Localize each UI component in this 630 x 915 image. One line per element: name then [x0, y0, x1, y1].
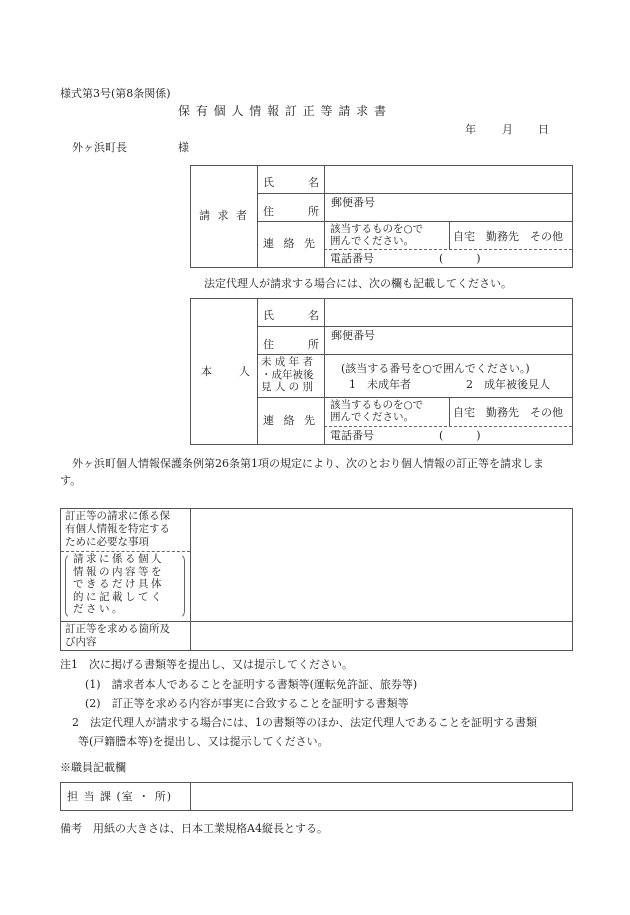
info-table [60, 508, 573, 651]
specify-info-label: 訂正等の請求に係る保 有個人情報を特定する ために必要な事項 [65, 510, 170, 549]
addressee: 外ヶ浜町長 [72, 141, 127, 154]
note-1-item-1: (1) 請求者本人であることを証明する書類等(運転免許証、旅券等) [85, 678, 418, 691]
minor-option-1[interactable]: 1 未成年者 [349, 378, 411, 391]
addressee-honorific: 様 [178, 141, 189, 154]
name-label: 氏 名 [263, 176, 319, 189]
date-day-label: 日 [538, 123, 549, 136]
requester-table [190, 165, 573, 268]
requester-label: 請 求 者 [199, 209, 249, 222]
date-month-label: 月 [502, 123, 513, 136]
minor-option-2[interactable]: 2 成年被後見人 [466, 378, 550, 391]
correction-detail-label: 訂正等を求める箇所及 び内容 [65, 623, 170, 649]
date-year-label: 年 [465, 123, 476, 136]
principal-phone-paren[interactable]: ( ) [439, 429, 481, 442]
principal-label-1: 本 [201, 365, 212, 378]
agent-note: 法定代理人が請求する場合には、次の欄も記載してください。 [204, 277, 512, 290]
contact-options[interactable]: 自宅 勤務先 その他 [453, 230, 563, 243]
circle-instruction: 該当するものを○で 囲んでください。 [330, 223, 424, 248]
request-statement-line2: す。 [60, 474, 82, 487]
correction-detail-field[interactable] [191, 622, 572, 650]
specify-info-note: 請求に係る個人 情報の内容等を できるだけ具体 的に記載してく ださい。 [73, 553, 164, 616]
minor-instruction: (該当する番号を○で囲んでください。) [341, 362, 530, 375]
specify-info-field[interactable] [191, 509, 572, 621]
form-number: 様式第3号(第8条関係) [60, 87, 171, 100]
contact-label: 連 絡 先 [263, 237, 318, 250]
staff-section-heading: ※職員記載欄 [60, 761, 126, 774]
requester-name-field[interactable] [325, 167, 571, 192]
principal-contact-options[interactable]: 自宅 勤務先 その他 [453, 406, 563, 419]
department-field[interactable] [191, 783, 572, 810]
principal-circle-instruction: 該当するものを○で 囲んでください。 [330, 399, 424, 424]
principal-address-label: 住 所 [263, 338, 319, 351]
principal-contact-label: 連 絡 先 [263, 414, 318, 427]
principal-name-label: 氏 名 [263, 309, 319, 322]
document-title: 保 有 個 人 情 報 訂 正 等 請 求 書 [178, 104, 387, 118]
phone-label: 電話番号 [330, 252, 374, 265]
request-statement-line1: 外ヶ浜町個人情報保護条例第26条第1項の規定により、次のとおり個人情報の訂正等を請求しま [72, 457, 544, 470]
principal-postal-code-label: 郵便番号 [331, 329, 375, 342]
note-1: 注1 次に掲げる書類等を提出し、又は提示してください。 [60, 658, 353, 671]
department-label: 担 当 課 (室 ・ 所) [67, 790, 173, 803]
requester-postal-code-label: 郵便番号 [331, 196, 375, 209]
note-2-line2: 等(戸籍謄本等)を提出し、又は提示してください。 [78, 735, 329, 748]
principal-name-field[interactable] [325, 300, 571, 325]
address-label: 住 所 [263, 205, 319, 218]
principal-label-2: 人 [239, 365, 250, 378]
minor-status-label: 未 成 年 者 ・成年被後 見 人 の 別 [261, 356, 314, 394]
principal-table [190, 298, 573, 445]
staff-table [60, 782, 573, 811]
note-1-item-2: (2) 訂正等を求める内容が事実に合致することを証明する書類等 [85, 697, 409, 710]
phone-paren[interactable]: ( ) [439, 252, 481, 265]
note-2-line1: 2 法定代理人が請求する場合には、1の書類等のほか、法定代理人であることを証明する書類 [72, 716, 537, 729]
remarks: 備考 用紙の大きさは、日本工業規格A4縦長とする。 [60, 822, 328, 835]
principal-phone-label: 電話番号 [330, 429, 374, 442]
